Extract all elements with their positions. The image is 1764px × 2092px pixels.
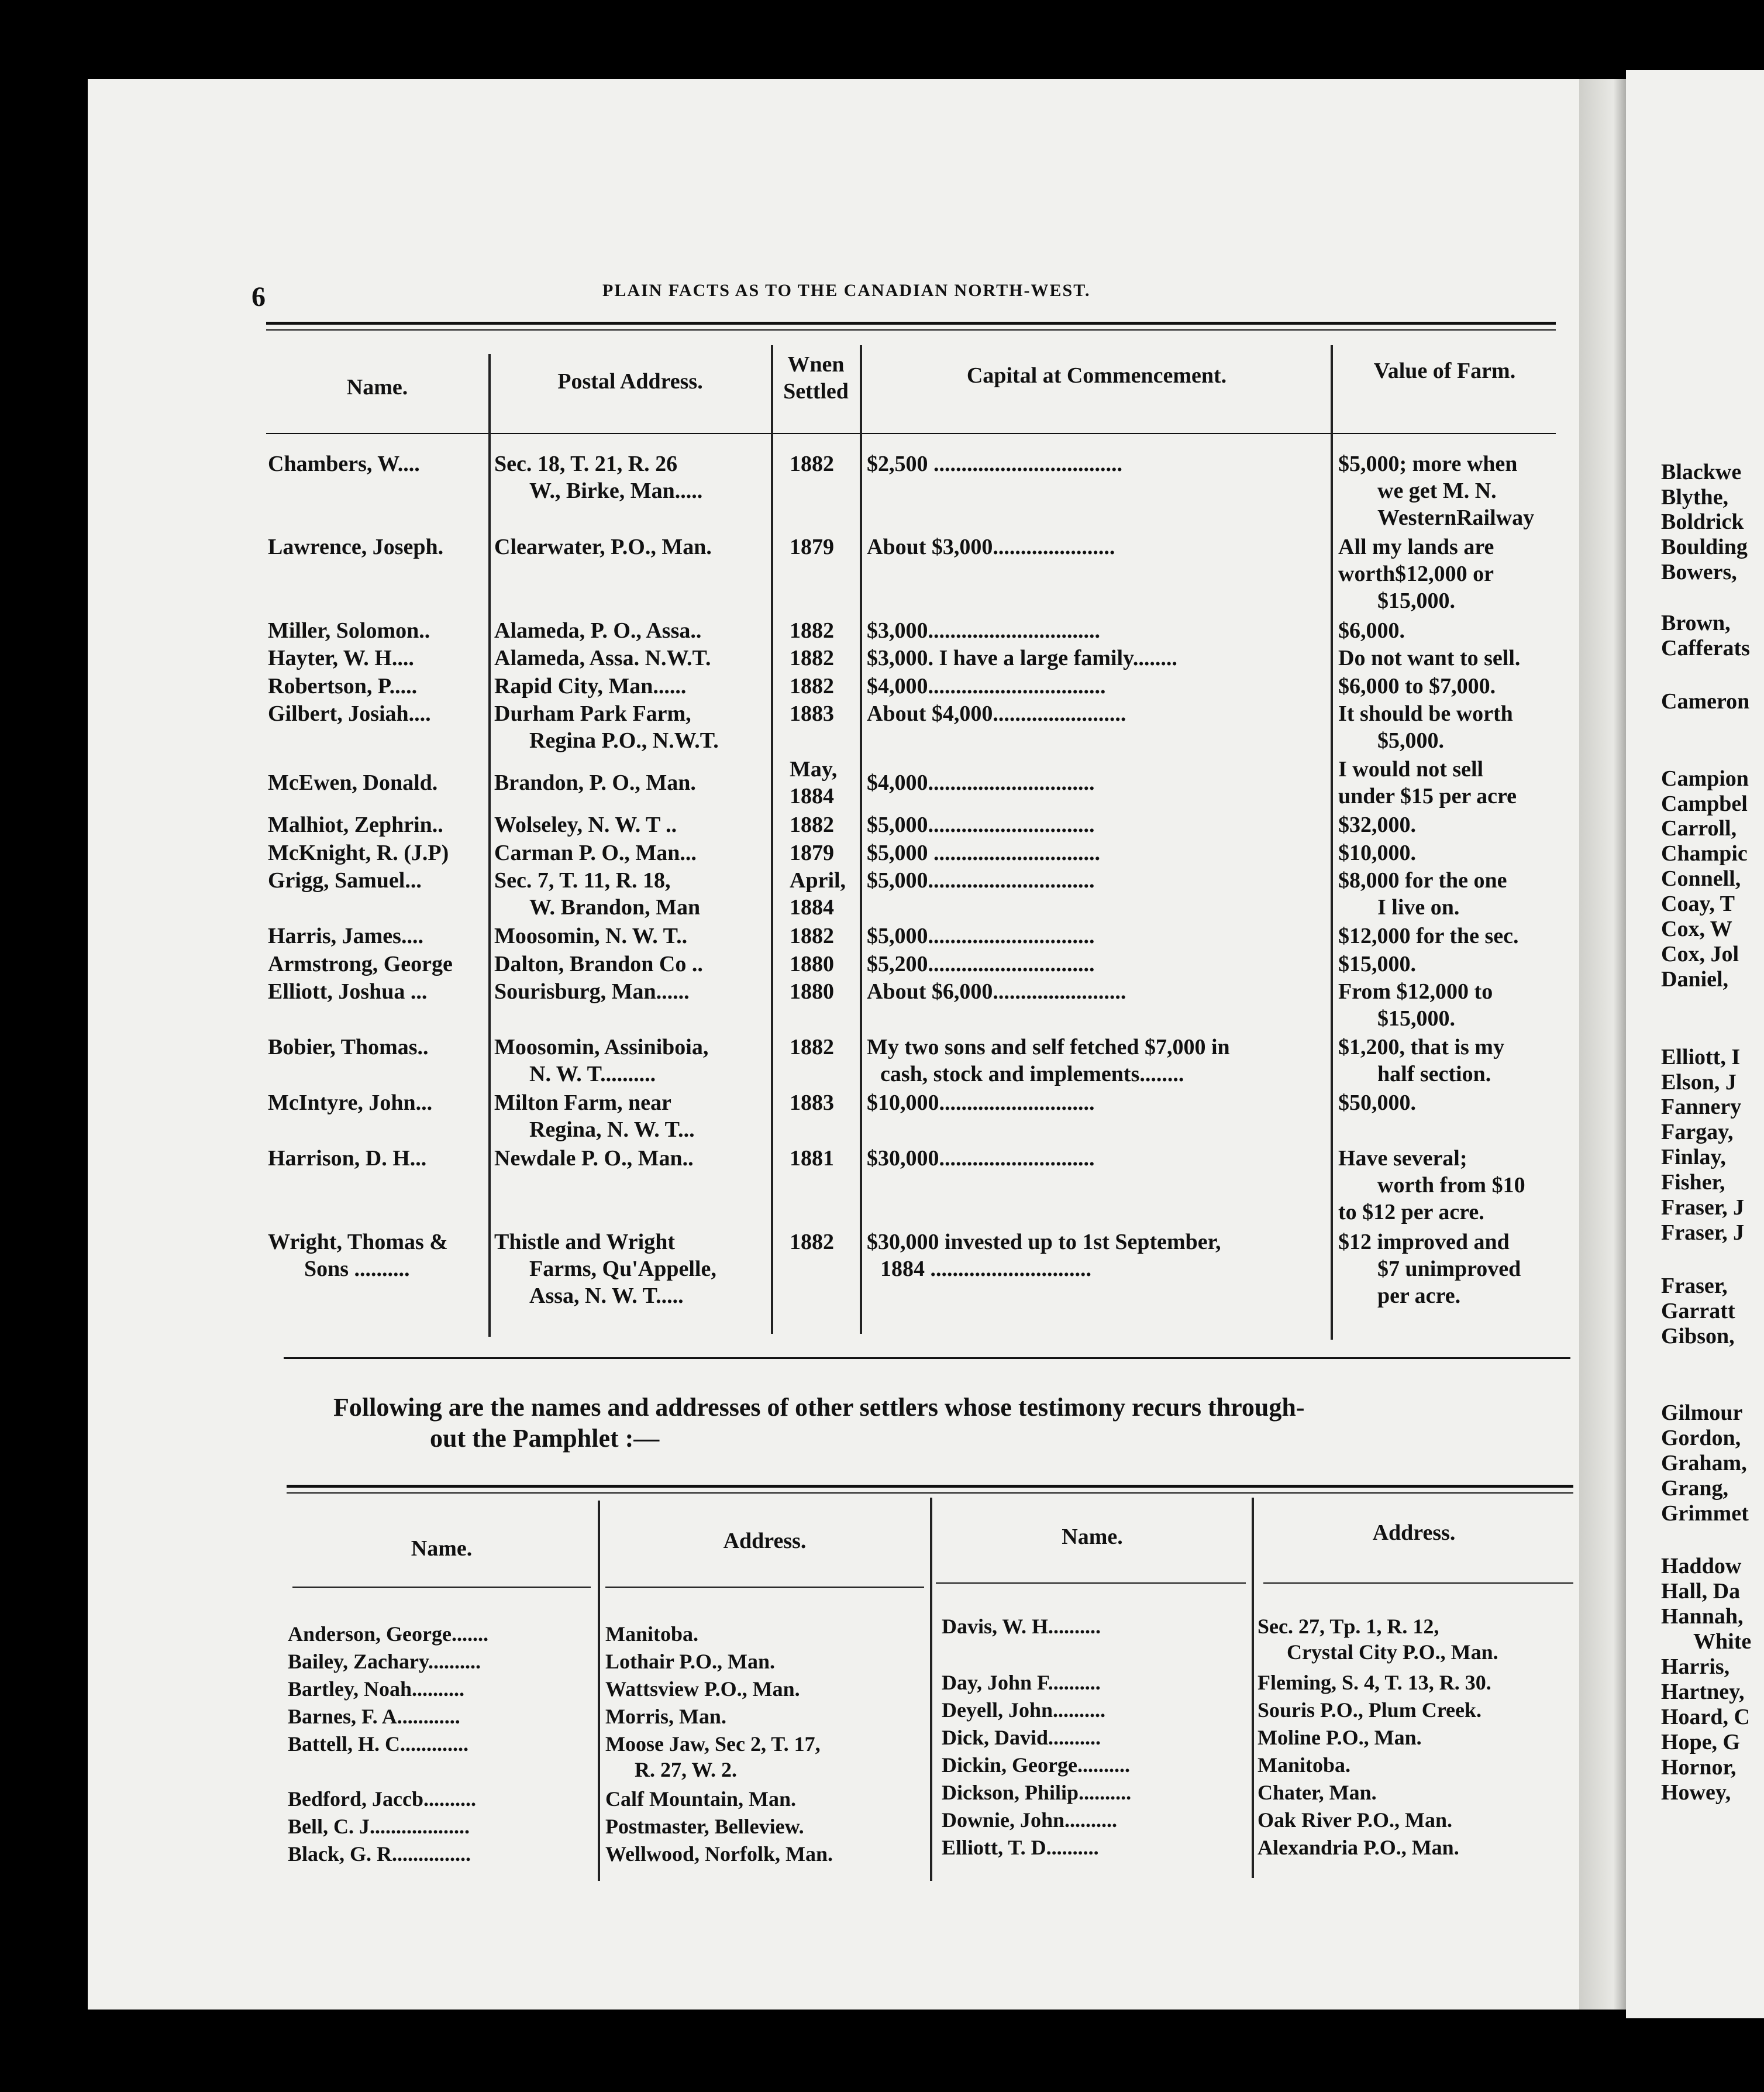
table1-capital: $3,000...............................	[867, 618, 1100, 643]
right-page-fragment: Daniel,	[1661, 967, 1729, 992]
table1-name: McKnight, R. (J.P)	[268, 841, 449, 865]
table1-capital: About $6,000........................	[867, 979, 1126, 1004]
table2-header-rule	[605, 1587, 924, 1588]
table1-name: Robertson, P.....	[268, 674, 418, 699]
table1-capital: $5,000 ..............................	[867, 841, 1100, 865]
table1-bottom-rule	[284, 1357, 1570, 1359]
table1-value: I would not sell	[1338, 757, 1484, 782]
table1-top-rule-2	[266, 329, 1556, 331]
table1-value: $12 improved and	[1338, 1230, 1510, 1254]
table1-value: $15,000.	[1338, 952, 1416, 976]
table1-value: per acre.	[1377, 1284, 1461, 1308]
table1-settled: 1882	[790, 924, 834, 948]
right-page-fragment: Cox, Jol	[1661, 942, 1739, 966]
table1-col-divider	[860, 345, 862, 1334]
right-page-fragment: Coay, T	[1661, 892, 1735, 916]
table1-settled: May,	[790, 757, 838, 782]
right-page-fragment: Fraser, J	[1661, 1195, 1745, 1220]
right-page-fragment: Cameron	[1661, 689, 1750, 714]
table1-value: Have several;	[1338, 1146, 1467, 1171]
right-page-fragment: Haddow	[1661, 1554, 1742, 1578]
table1-value: I live on.	[1377, 895, 1460, 920]
table1-settled: 1882	[790, 452, 834, 476]
right-page-fragment: Blackwe	[1661, 460, 1742, 484]
table2-name: Black, G. R...............	[288, 1842, 471, 1866]
right-page-fragment: Fargay,	[1661, 1120, 1734, 1144]
table2-header-rule	[936, 1582, 1246, 1584]
right-page-fragment: Cox, W	[1661, 917, 1732, 941]
table1-settled: 1883	[790, 1090, 834, 1115]
table1-settled: 1884	[790, 895, 834, 920]
right-page-fragment: Brown,	[1661, 611, 1731, 635]
table2-name: Dick, David..........	[942, 1726, 1101, 1749]
table2-name: Day, John F..........	[942, 1671, 1101, 1694]
table1-settled: 1882	[790, 618, 834, 643]
table1-settled: April,	[790, 868, 846, 893]
table1-header-value: Value of Farm.	[1373, 359, 1516, 383]
right-page-fragment: Grang,	[1661, 1476, 1729, 1501]
table1-header-rule	[266, 433, 1556, 434]
table1-value: we get M. N.	[1377, 479, 1497, 503]
table2-address: Wattsview P.O., Man.	[605, 1677, 800, 1701]
table2-name: Downie, John..........	[942, 1808, 1118, 1832]
table1-capital: $5,000..............................	[867, 868, 1095, 893]
page-number: 6	[251, 281, 266, 312]
table1-capital: $30,000............................	[867, 1146, 1095, 1171]
table1-address: W. Brandon, Man	[529, 895, 701, 920]
table1-value: to $12 per acre.	[1338, 1200, 1484, 1224]
intro-paragraph-line-2: out the Pamphlet :—	[430, 1424, 660, 1453]
table1-address: Brandon, P. O., Man.	[494, 770, 696, 795]
table1-value: Do not want to sell.	[1338, 646, 1521, 670]
right-page-fragment: Hall, Da	[1661, 1579, 1741, 1604]
table1-value: under $15 per acre	[1338, 784, 1517, 808]
table2-name: Bailey, Zachary..........	[288, 1650, 481, 1673]
table1-settled: 1879	[790, 841, 834, 865]
right-page-fragment: Carroll,	[1661, 816, 1737, 841]
right-page-fragment: Campbel	[1661, 792, 1748, 816]
table2-name: Barnes, F. A............	[288, 1705, 460, 1728]
right-page-fragment: Gibson,	[1661, 1324, 1735, 1348]
table1-name: Bobier, Thomas..	[268, 1035, 429, 1059]
table1-name: Harrison, D. H...	[268, 1146, 427, 1171]
right-page-fragment: Cafferats	[1661, 636, 1750, 660]
table1-value: $5,000; more when	[1338, 452, 1518, 476]
table1-value: $15,000.	[1377, 1006, 1455, 1031]
right-page-fragment: Hartney,	[1661, 1680, 1745, 1704]
table1-value: half section.	[1377, 1062, 1491, 1086]
table1-capital: $5,200..............................	[867, 952, 1095, 976]
table1-name: Harris, James....	[268, 924, 423, 948]
table1-value: It should be worth	[1338, 701, 1513, 726]
right-page-fragment: White	[1693, 1629, 1752, 1654]
table1-settled: 1882	[790, 1230, 834, 1254]
table1-value: $10,000.	[1338, 841, 1416, 865]
table1-value: $12,000 for the sec.	[1338, 924, 1519, 948]
table1-address: Clearwater, P.O., Man.	[494, 535, 712, 559]
right-page-fragment: Fisher,	[1661, 1170, 1725, 1195]
table1-value: $32,000.	[1338, 813, 1416, 837]
table1-value: $6,000.	[1338, 618, 1405, 643]
table2-header-address-left: Address.	[723, 1529, 807, 1553]
table1-settled: 1882	[790, 674, 834, 699]
table1-value: WesternRailway	[1377, 505, 1535, 530]
table2-address: Lothair P.O., Man.	[605, 1650, 776, 1673]
table1-address: Thistle and Wright	[494, 1230, 676, 1254]
table1-address: Durham Park Farm,	[494, 701, 691, 726]
table1-settled: 1882	[790, 1035, 834, 1059]
right-page-fragment: Gordon,	[1661, 1426, 1741, 1450]
right-page-fragment: Hoard, C	[1661, 1705, 1750, 1729]
right-page-fragment: Fraser,	[1661, 1274, 1728, 1298]
table2-header-name-right: Name.	[1062, 1525, 1123, 1549]
table2-name: Dickson, Philip..........	[942, 1781, 1132, 1804]
table1-value: $50,000.	[1338, 1090, 1416, 1115]
table1-address: Sec. 7, T. 11, R. 18,	[494, 868, 671, 893]
table1-address: Alameda, Assa. N.W.T.	[494, 646, 711, 670]
table1-settled: 1882	[790, 646, 834, 670]
table2-header-address-right: Address.	[1372, 1520, 1456, 1545]
table1-settled: 1882	[790, 813, 834, 837]
table2-top-rule-2	[287, 1492, 1573, 1494]
table1-settled: 1881	[790, 1146, 834, 1171]
table1-capital: $5,000..............................	[867, 813, 1095, 837]
table2-header-rule	[292, 1587, 591, 1588]
table1-value: $15,000.	[1377, 589, 1455, 613]
table2-address: Moline P.O., Man.	[1257, 1726, 1422, 1749]
table2-name: Deyell, John..........	[942, 1698, 1106, 1722]
table2-col-divider	[598, 1501, 600, 1881]
table2-header-name-left: Name.	[411, 1536, 473, 1561]
table1-name: Malhiot, Zephrin..	[268, 813, 443, 837]
table1-address: W., Birke, Man.....	[529, 479, 703, 503]
table2-address: Wellwood, Norfolk, Man.	[605, 1842, 833, 1866]
table1-address: Assa, N. W. T.....	[529, 1284, 684, 1308]
table1-header-name: Name.	[346, 375, 408, 400]
table1-col-divider	[488, 354, 491, 1337]
table2-address: Oak River P.O., Man.	[1257, 1808, 1453, 1832]
table2-address: Fleming, S. 4, T. 13, R. 30.	[1257, 1671, 1491, 1694]
table1-settled: 1880	[790, 952, 834, 976]
table2-address: Manitoba.	[1257, 1753, 1351, 1777]
table1-name: Hayter, W. H....	[268, 646, 414, 670]
table1-value: From $12,000 to	[1338, 979, 1493, 1004]
right-page-fragment: Finlay,	[1661, 1145, 1726, 1169]
table1-capital: $4,000................................	[867, 674, 1106, 699]
table1-name: Gilbert, Josiah....	[268, 701, 431, 726]
table1-address: Carman P. O., Man...	[494, 841, 697, 865]
table1-address: Wolseley, N. W. T ..	[494, 813, 677, 837]
table1-name: Grigg, Samuel...	[268, 868, 422, 893]
table2-name: Bedford, Jaccb..........	[288, 1787, 476, 1811]
table1-value: worth$12,000 or	[1338, 562, 1494, 586]
table1-header-capital: Capital at Commencement.	[966, 363, 1227, 388]
table2-name: Dickin, George..........	[942, 1753, 1130, 1777]
right-page-fragment: Elson, J	[1661, 1070, 1737, 1095]
table1-address: Moosomin, N. W. T..	[494, 924, 688, 948]
table2-address: Sec. 27, Tp. 1, R. 12,	[1257, 1615, 1439, 1638]
right-page-fragment: Boldrick	[1661, 510, 1744, 534]
table2-address: Manitoba.	[605, 1622, 699, 1646]
table1-value: worth from $10	[1377, 1173, 1525, 1198]
table2-name: Elliott, T. D..........	[942, 1836, 1099, 1859]
table1-capital: cash, stock and implements........	[880, 1062, 1184, 1086]
table1-value: $7 unimproved	[1377, 1257, 1521, 1281]
running-head: PLAIN FACTS AS TO THE CANADIAN NORTH-WEST.	[602, 281, 1091, 300]
table1-address: Sourisburg, Man......	[494, 979, 690, 1004]
table1-address: Regina P.O., N.W.T.	[529, 728, 719, 753]
table1-address: Newdale P. O., Man..	[494, 1146, 694, 1171]
table1-address: Milton Farm, near	[494, 1090, 671, 1115]
right-page-fragment: Elliott, I	[1661, 1045, 1741, 1069]
table2-address: Calf Mountain, Man.	[605, 1787, 797, 1811]
intro-paragraph-line-1: Following are the names and addresses of other settlers whose testimony recurs through-	[333, 1393, 1305, 1422]
table1-name: McIntyre, John...	[268, 1090, 433, 1115]
right-page-fragment: Champic	[1661, 841, 1748, 866]
table2-address: Alexandria P.O., Man.	[1257, 1836, 1459, 1859]
right-page-fragment: Fraser, J	[1661, 1220, 1745, 1245]
table1-name: Wright, Thomas &	[268, 1230, 448, 1254]
right-page-fragment: Blythe,	[1661, 485, 1729, 510]
table2-name: Bell, C. J...................	[288, 1815, 470, 1838]
table1-capital: $5,000..............................	[867, 924, 1095, 948]
table1-address: Alameda, P. O., Assa..	[494, 618, 702, 643]
table2-top-rule	[287, 1485, 1573, 1488]
table1-address: N. W. T..........	[529, 1062, 656, 1086]
table1-col-divider	[771, 345, 773, 1334]
right-page-fragment: Hornor,	[1661, 1755, 1737, 1780]
right-page-fragment: Graham,	[1661, 1451, 1747, 1475]
table1-header-settled	[772, 351, 860, 405]
table1-value: $8,000 for the one	[1338, 868, 1507, 893]
table1-name: Sons ..........	[304, 1257, 410, 1281]
settled-header-text: Wnen Settled	[783, 352, 849, 404]
table1-capital: $4,000..............................	[867, 770, 1095, 795]
right-page-fragment: Garratt	[1661, 1299, 1735, 1323]
table2-name: Davis, W. H..........	[942, 1615, 1101, 1638]
table1-value: $1,200, that is my	[1338, 1035, 1504, 1059]
right-page-fragment: Hope, G	[1661, 1730, 1741, 1754]
table1-name: McEwen, Donald.	[268, 770, 438, 795]
right-page-fragment: Fannery	[1661, 1095, 1742, 1119]
table1-capital: $10,000............................	[867, 1090, 1095, 1115]
table2-name: Bartley, Noah..........	[288, 1677, 464, 1701]
right-page-fragment: Harris,	[1661, 1654, 1730, 1679]
table1-value: $5,000.	[1377, 728, 1444, 753]
table1-name: Lawrence, Joseph.	[268, 535, 444, 559]
table1-settled: 1884	[790, 784, 834, 808]
right-page-fragment: Connell,	[1661, 866, 1741, 891]
right-page-fragment: Gilmour	[1661, 1401, 1743, 1425]
table2-col-divider	[930, 1498, 932, 1881]
table1-capital: About $3,000......................	[867, 535, 1115, 559]
table1-name: Elliott, Joshua ...	[268, 979, 428, 1004]
table1-value: $6,000 to $7,000.	[1338, 674, 1496, 699]
table1-address: Rapid City, Man......	[494, 674, 687, 699]
right-page-fragment: Campion	[1661, 766, 1749, 791]
table1-settled: 1883	[790, 701, 834, 726]
right-page-fragment: Boulding	[1661, 535, 1748, 559]
table1-address: Regina, N. W. T...	[529, 1117, 695, 1142]
table1-settled: 1880	[790, 979, 834, 1004]
table1-capital: About $4,000........................	[867, 701, 1126, 726]
table1-col-divider	[1331, 345, 1333, 1340]
table2-name: Battell, H. C.............	[288, 1732, 468, 1756]
right-page-fragment: Bowers,	[1661, 560, 1737, 584]
table2-address: Chater, Man.	[1257, 1781, 1377, 1804]
table1-value: All my lands are	[1338, 535, 1494, 559]
table1-address: Farms, Qu'Appelle,	[529, 1257, 716, 1281]
table1-capital: $3,000. I have a large family........	[867, 646, 1177, 670]
right-page-fragment: Grimmet	[1661, 1501, 1749, 1526]
table2-address: Postmaster, Belleview.	[605, 1815, 804, 1838]
table1-capital: 1884 .............................	[880, 1257, 1091, 1281]
table2-col-divider	[1252, 1498, 1254, 1878]
table2-address: Crystal City P.O., Man.	[1287, 1640, 1498, 1664]
table2-address: Morris, Man.	[605, 1705, 726, 1728]
table2-address: Moose Jaw, Sec 2, T. 17,	[605, 1732, 821, 1756]
table1-capital: My two sons and self fetched $7,000 in	[867, 1035, 1230, 1059]
table1-header-address: Postal Address.	[557, 369, 703, 394]
table1-name: Chambers, W....	[268, 452, 420, 476]
table1-top-rule	[266, 322, 1556, 325]
table1-address: Moosomin, Assiniboia,	[494, 1035, 709, 1059]
table2-address: R. 27, W. 2.	[635, 1758, 738, 1781]
table1-settled: 1879	[790, 535, 834, 559]
table2-name: Anderson, George.......	[288, 1622, 488, 1646]
right-page-fragment: Hannah,	[1661, 1604, 1744, 1629]
table1-capital: $2,500 ..................................	[867, 452, 1122, 476]
table2-address: Souris P.O., Plum Creek.	[1257, 1698, 1482, 1722]
table1-capital: $30,000 invested up to 1st September,	[867, 1230, 1221, 1254]
table1-name: Miller, Solomon..	[268, 618, 430, 643]
table2-header-rule	[1263, 1582, 1573, 1584]
table1-address: Sec. 18, T. 21, R. 26	[494, 452, 678, 476]
table1-name: Armstrong, George	[268, 952, 453, 976]
right-page-fragment: Howey,	[1661, 1780, 1731, 1805]
table1-address: Dalton, Brandon Co ..	[494, 952, 703, 976]
